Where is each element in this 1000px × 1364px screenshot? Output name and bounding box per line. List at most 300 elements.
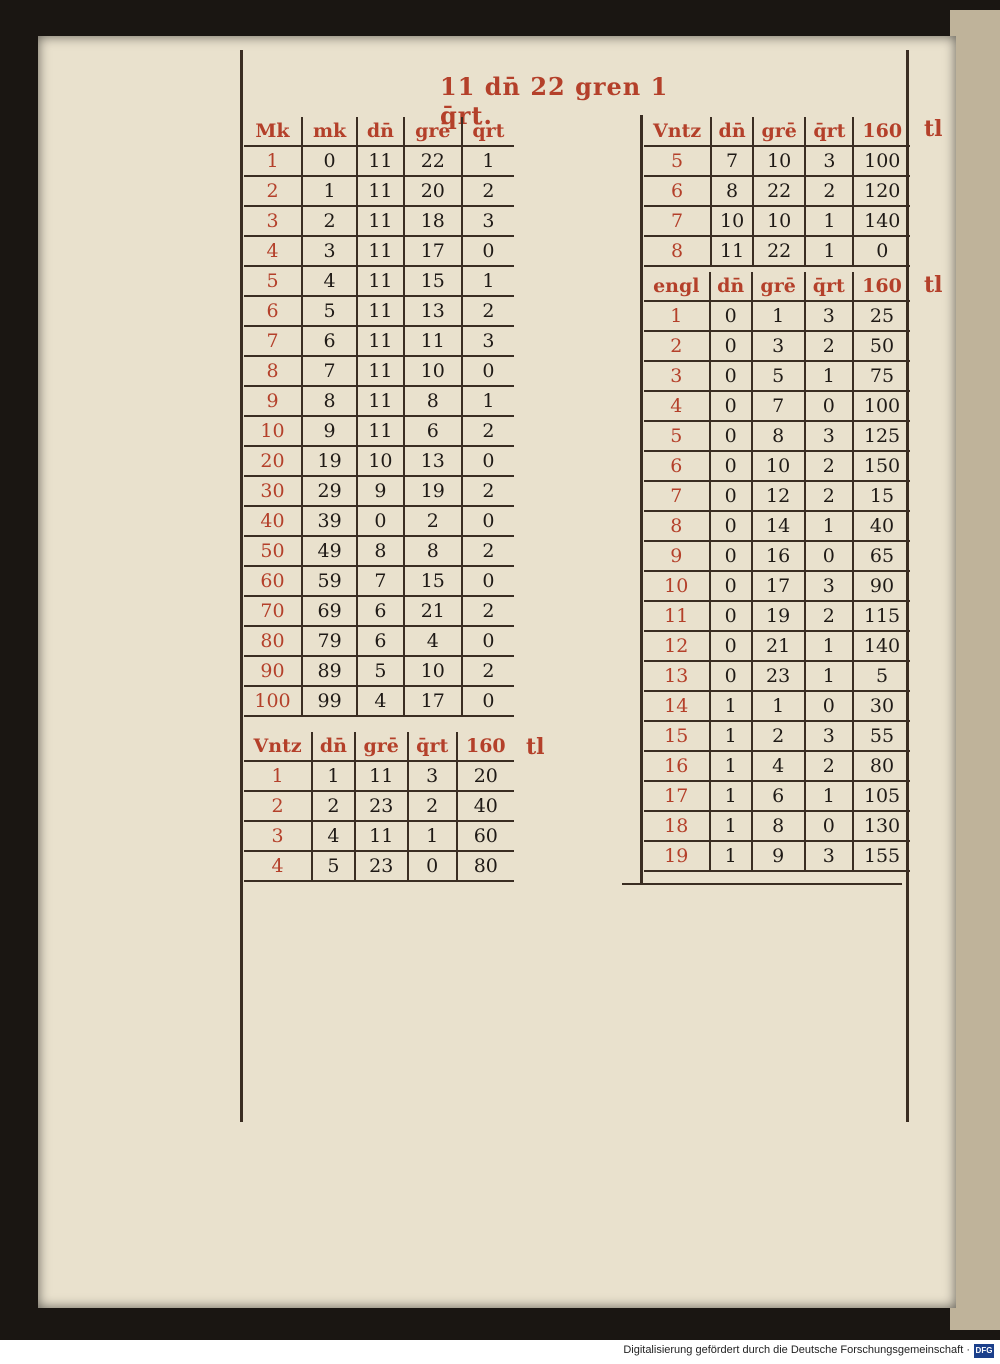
table-row <box>644 571 910 601</box>
table-cell: 130 <box>853 811 910 841</box>
header-row <box>244 732 514 761</box>
table-cell: 0 <box>710 301 752 331</box>
column-header: dn̄ <box>711 117 753 146</box>
table-cell: 17 <box>404 686 462 716</box>
table-row <box>644 661 910 691</box>
tl-mark-right-top: tl <box>924 116 943 142</box>
table-row <box>244 686 514 716</box>
tl-mark-right-engl: tl <box>924 272 943 298</box>
table-cell: 2 <box>462 416 514 446</box>
table-cell: 3 <box>644 361 710 391</box>
table-cell: 79 <box>302 626 357 656</box>
table-cell: 19 <box>644 841 710 871</box>
table-row <box>244 821 514 851</box>
table-cell: 90 <box>853 571 910 601</box>
table-cell: 14 <box>644 691 710 721</box>
table-cell: 13 <box>404 296 462 326</box>
table-row <box>244 206 514 236</box>
table-cell: 105 <box>853 781 910 811</box>
table-row <box>244 446 514 476</box>
table-cell: 100 <box>853 391 910 421</box>
table-cell: 0 <box>805 541 854 571</box>
table-cell: 0 <box>710 361 752 391</box>
table-cell: 9 <box>357 476 404 506</box>
table-cell: 20 <box>404 176 462 206</box>
table-cell: 9 <box>302 416 357 446</box>
table-cell: 49 <box>302 536 357 566</box>
table-cell: 6 <box>244 296 302 326</box>
header-row <box>244 117 514 146</box>
tl-mark-left: tl <box>526 734 545 760</box>
table-cell: 75 <box>853 361 910 391</box>
table-cell: 80 <box>244 626 302 656</box>
table-cell: 2 <box>805 176 853 206</box>
table-cell: 1 <box>644 301 710 331</box>
table-row <box>244 326 514 356</box>
table-cell: 4 <box>312 821 354 851</box>
table-cell: 1 <box>805 361 854 391</box>
table-cell: 1 <box>710 841 752 871</box>
table-cell: 40 <box>457 791 514 821</box>
table-row <box>244 761 514 791</box>
table-cell: 0 <box>805 391 854 421</box>
table-cell: 13 <box>644 661 710 691</box>
table-cell: 8 <box>404 386 462 416</box>
footer-credit: Digitalisierung gefördert durch die Deutsche Forschungsgemeinschaft · <box>623 1344 970 1356</box>
table-cell: 0 <box>710 331 752 361</box>
table-cell: 3 <box>805 721 854 751</box>
table-cell: 6 <box>644 176 711 206</box>
table-cell: 10 <box>711 206 753 236</box>
table-cell: 11 <box>644 601 710 631</box>
table-cell: 4 <box>244 851 312 881</box>
table-cell: 2 <box>462 596 514 626</box>
table-cell: 3 <box>408 761 457 791</box>
table-cell: 1 <box>805 236 853 266</box>
table-cell: 8 <box>752 811 805 841</box>
table-cell: 11 <box>355 821 408 851</box>
table-cell: 4 <box>752 751 805 781</box>
table-cell: 11 <box>357 296 404 326</box>
table-cell: 3 <box>244 206 302 236</box>
table-cell: 8 <box>644 511 710 541</box>
table-cell: 9 <box>644 541 710 571</box>
table-cell: 12 <box>752 481 805 511</box>
book-edge <box>950 10 1000 1330</box>
table-cell: 6 <box>752 781 805 811</box>
table-cell: 17 <box>404 236 462 266</box>
table-cell: 1 <box>302 176 357 206</box>
table-cell: 22 <box>753 236 805 266</box>
column-header: dn̄ <box>710 272 752 301</box>
table-cell: 17 <box>644 781 710 811</box>
table-row <box>644 601 910 631</box>
table-cell: 16 <box>644 751 710 781</box>
table-row <box>644 631 910 661</box>
table-cell: 6 <box>357 626 404 656</box>
table-cell: 5 <box>644 146 711 176</box>
table-cell: 40 <box>853 511 910 541</box>
table-cell: 7 <box>644 206 711 236</box>
table-cell: 15 <box>404 266 462 296</box>
table-row <box>244 266 514 296</box>
table-cell: 0 <box>710 601 752 631</box>
column-header: q̄rt <box>805 272 854 301</box>
table-cell: 8 <box>644 236 711 266</box>
table-cell: 150 <box>853 451 910 481</box>
table-cell: 4 <box>302 266 357 296</box>
table-cell: 15 <box>404 566 462 596</box>
table-cell: 1 <box>710 751 752 781</box>
table-cell: 0 <box>710 511 752 541</box>
left-table-marks <box>244 117 514 717</box>
table-cell: 2 <box>805 601 854 631</box>
footer-bar <box>0 1340 1000 1364</box>
table-cell: 0 <box>462 566 514 596</box>
table-cell: 7 <box>644 481 710 511</box>
table-cell: 9 <box>244 386 302 416</box>
table-row <box>244 536 514 566</box>
table-row <box>244 596 514 626</box>
dfg-logo: DFG <box>974 1344 994 1358</box>
table-cell: 55 <box>853 721 910 751</box>
table-cell: 0 <box>710 571 752 601</box>
table-row <box>244 566 514 596</box>
table-cell: 15 <box>853 481 910 511</box>
table-row <box>244 176 514 206</box>
table-cell: 5 <box>644 421 710 451</box>
table-cell: 11 <box>357 176 404 206</box>
table-cell: 0 <box>710 451 752 481</box>
right-table-engl <box>644 272 910 872</box>
table-cell: 18 <box>404 206 462 236</box>
table-row <box>644 146 910 176</box>
table-cell: 11 <box>357 416 404 446</box>
table-cell: 5 <box>244 266 302 296</box>
table-cell: 1 <box>462 146 514 176</box>
table-cell: 8 <box>244 356 302 386</box>
column-header: 160 <box>457 732 514 761</box>
table-cell: 19 <box>404 476 462 506</box>
table-cell: 6 <box>644 451 710 481</box>
table-cell: 11 <box>357 326 404 356</box>
table-cell: 60 <box>457 821 514 851</box>
left-table-ounces <box>244 732 514 882</box>
table-cell: 60 <box>244 566 302 596</box>
table-cell: 0 <box>462 356 514 386</box>
column-header: q̄rt <box>805 117 853 146</box>
table-cell: 2 <box>462 536 514 566</box>
table-row <box>644 811 910 841</box>
table-cell: 40 <box>244 506 302 536</box>
table-cell: 0 <box>357 506 404 536</box>
table-cell: 2 <box>752 721 805 751</box>
table-cell: 2 <box>462 476 514 506</box>
table-cell: 3 <box>805 301 854 331</box>
table-cell: 3 <box>462 326 514 356</box>
table-cell: 120 <box>853 176 910 206</box>
table-cell: 2 <box>462 656 514 686</box>
table-cell: 2 <box>805 481 854 511</box>
table-cell: 100 <box>244 686 302 716</box>
table-row <box>244 296 514 326</box>
table-row <box>244 386 514 416</box>
table-cell: 3 <box>805 571 854 601</box>
table-row <box>644 361 910 391</box>
table-cell: 21 <box>404 596 462 626</box>
table-cell: 80 <box>457 851 514 881</box>
table-cell: 4 <box>244 236 302 266</box>
table-cell: 2 <box>462 296 514 326</box>
table-cell: 90 <box>244 656 302 686</box>
table-cell: 80 <box>853 751 910 781</box>
column-header: Mk <box>244 117 302 146</box>
table-cell: 2 <box>644 331 710 361</box>
table-cell: 8 <box>711 176 753 206</box>
table-cell: 5 <box>312 851 354 881</box>
table-cell: 1 <box>805 511 854 541</box>
column-header: mk <box>302 117 357 146</box>
table-cell: 10 <box>404 356 462 386</box>
table-cell: 59 <box>302 566 357 596</box>
table-cell: 10 <box>644 571 710 601</box>
table-cell: 140 <box>853 206 910 236</box>
table-cell: 12 <box>644 631 710 661</box>
table-cell: 1 <box>244 146 302 176</box>
table-cell: 65 <box>853 541 910 571</box>
table-cell: 1 <box>752 301 805 331</box>
table-cell: 1 <box>710 781 752 811</box>
column-header: dn̄ <box>357 117 404 146</box>
table-row <box>644 451 910 481</box>
table-cell: 3 <box>805 421 854 451</box>
table-cell: 14 <box>752 511 805 541</box>
table-row <box>244 476 514 506</box>
table-cell: 11 <box>711 236 753 266</box>
table-cell: 7 <box>244 326 302 356</box>
column-header: grē <box>752 272 805 301</box>
column-header: dn̄ <box>312 732 354 761</box>
table-cell: 5 <box>357 656 404 686</box>
table-cell: 5 <box>302 296 357 326</box>
table-cell: 69 <box>302 596 357 626</box>
column-header: grē <box>404 117 462 146</box>
table-cell: 20 <box>244 446 302 476</box>
table-cell: 50 <box>853 331 910 361</box>
table-cell: 30 <box>853 691 910 721</box>
table-cell: 1 <box>462 386 514 416</box>
right-table-ounces <box>644 117 910 267</box>
table-cell: 11 <box>355 761 408 791</box>
table-row <box>244 626 514 656</box>
table-cell: 6 <box>404 416 462 446</box>
table-cell: 0 <box>408 851 457 881</box>
table-cell: 25 <box>853 301 910 331</box>
table-cell: 0 <box>710 541 752 571</box>
table-cell: 0 <box>710 661 752 691</box>
table-row <box>244 851 514 881</box>
table-cell: 1 <box>408 821 457 851</box>
table-cell: 0 <box>462 446 514 476</box>
table-cell: 7 <box>711 146 753 176</box>
table-cell: 4 <box>644 391 710 421</box>
table-cell: 5 <box>752 361 805 391</box>
table-row <box>644 721 910 751</box>
table-cell: 7 <box>302 356 357 386</box>
table-cell: 6 <box>357 596 404 626</box>
table-cell: 1 <box>462 266 514 296</box>
table-cell: 0 <box>462 686 514 716</box>
table-row <box>644 331 910 361</box>
table-row <box>644 541 910 571</box>
table-cell: 2 <box>244 791 312 821</box>
table-cell: 10 <box>404 656 462 686</box>
table-cell: 8 <box>302 386 357 416</box>
table-cell: 4 <box>357 686 404 716</box>
table-cell: 3 <box>462 206 514 236</box>
table-cell: 11 <box>357 356 404 386</box>
table-cell: 99 <box>302 686 357 716</box>
table-cell: 39 <box>302 506 357 536</box>
table-cell: 1 <box>805 661 854 691</box>
table-cell: 2 <box>244 176 302 206</box>
table-cell: 1 <box>244 761 312 791</box>
table-row <box>644 176 910 206</box>
table-cell: 10 <box>244 416 302 446</box>
table-cell: 140 <box>853 631 910 661</box>
table-cell: 11 <box>357 386 404 416</box>
table-cell: 1 <box>805 781 854 811</box>
table-cell: 5 <box>853 661 910 691</box>
page-heading: 11 dn̄ 22 gren 1 q̄rt. <box>440 72 669 130</box>
table-cell: 1 <box>710 811 752 841</box>
table-cell: 2 <box>805 751 854 781</box>
table-cell: 16 <box>752 541 805 571</box>
table-cell: 11 <box>357 236 404 266</box>
table-cell: 23 <box>355 851 408 881</box>
table-cell: 7 <box>752 391 805 421</box>
table-row <box>644 511 910 541</box>
table-cell: 8 <box>357 536 404 566</box>
table-row <box>644 691 910 721</box>
table-cell: 0 <box>462 236 514 266</box>
table-row <box>644 781 910 811</box>
table-cell: 50 <box>244 536 302 566</box>
table-cell: 0 <box>853 236 910 266</box>
table-cell: 11 <box>404 326 462 356</box>
column-header: engl <box>644 272 710 301</box>
table-cell: 10 <box>753 146 805 176</box>
table-cell: 1 <box>805 631 854 661</box>
table-cell: 4 <box>404 626 462 656</box>
table-cell: 0 <box>302 146 357 176</box>
table-cell: 22 <box>753 176 805 206</box>
column-header: Vntz <box>644 117 711 146</box>
table-row <box>244 146 514 176</box>
table-row <box>644 481 910 511</box>
table-cell: 2 <box>302 206 357 236</box>
table-cell: 30 <box>244 476 302 506</box>
table-cell: 3 <box>302 236 357 266</box>
table-row <box>244 236 514 266</box>
table-cell: 29 <box>302 476 357 506</box>
table-row <box>244 356 514 386</box>
table-cell: 19 <box>302 446 357 476</box>
table-cell: 22 <box>404 146 462 176</box>
table-cell: 2 <box>805 451 854 481</box>
table-row <box>644 391 910 421</box>
table-row <box>244 416 514 446</box>
table-row <box>244 791 514 821</box>
right-table-rule <box>640 115 643 885</box>
table-cell: 17 <box>752 571 805 601</box>
table-cell: 23 <box>355 791 408 821</box>
table-cell: 2 <box>404 506 462 536</box>
table-cell: 1 <box>312 761 354 791</box>
table-cell: 11 <box>357 146 404 176</box>
table-cell: 1 <box>710 691 752 721</box>
column-header: 160 <box>853 272 910 301</box>
table-cell: 0 <box>805 691 854 721</box>
table-cell: 3 <box>805 146 853 176</box>
table-cell: 3 <box>805 841 854 871</box>
table-row <box>644 751 910 781</box>
table-cell: 1 <box>752 691 805 721</box>
table-row <box>244 506 514 536</box>
table-row <box>644 841 910 871</box>
table-cell: 155 <box>853 841 910 871</box>
table-cell: 15 <box>644 721 710 751</box>
table-cell: 0 <box>462 626 514 656</box>
column-header: q̄rt <box>408 732 457 761</box>
table-row <box>644 206 910 236</box>
table-row <box>644 421 910 451</box>
table-cell: 0 <box>805 811 854 841</box>
table-cell: 2 <box>408 791 457 821</box>
table-cell: 10 <box>357 446 404 476</box>
table-cell: 9 <box>752 841 805 871</box>
bottom-rule <box>622 883 902 885</box>
table-cell: 2 <box>462 176 514 206</box>
table-cell: 115 <box>853 601 910 631</box>
table-cell: 3 <box>244 821 312 851</box>
table-cell: 0 <box>710 481 752 511</box>
table-row <box>644 236 910 266</box>
table-cell: 10 <box>752 451 805 481</box>
table-cell: 18 <box>644 811 710 841</box>
column-header: grē <box>355 732 408 761</box>
column-header: q̄rt <box>462 117 514 146</box>
table-cell: 3 <box>752 331 805 361</box>
header-row <box>644 272 910 301</box>
table-row <box>244 656 514 686</box>
column-header: 160 <box>853 117 910 146</box>
table-cell: 20 <box>457 761 514 791</box>
table-cell: 8 <box>752 421 805 451</box>
table-cell: 6 <box>302 326 357 356</box>
table-cell: 8 <box>404 536 462 566</box>
table-cell: 10 <box>753 206 805 236</box>
table-cell: 23 <box>752 661 805 691</box>
table-cell: 89 <box>302 656 357 686</box>
table-cell: 0 <box>710 391 752 421</box>
table-cell: 2 <box>805 331 854 361</box>
table-cell: 125 <box>853 421 910 451</box>
table-cell: 2 <box>312 791 354 821</box>
table-cell: 21 <box>752 631 805 661</box>
table-cell: 19 <box>752 601 805 631</box>
left-margin-rule <box>240 50 243 1122</box>
